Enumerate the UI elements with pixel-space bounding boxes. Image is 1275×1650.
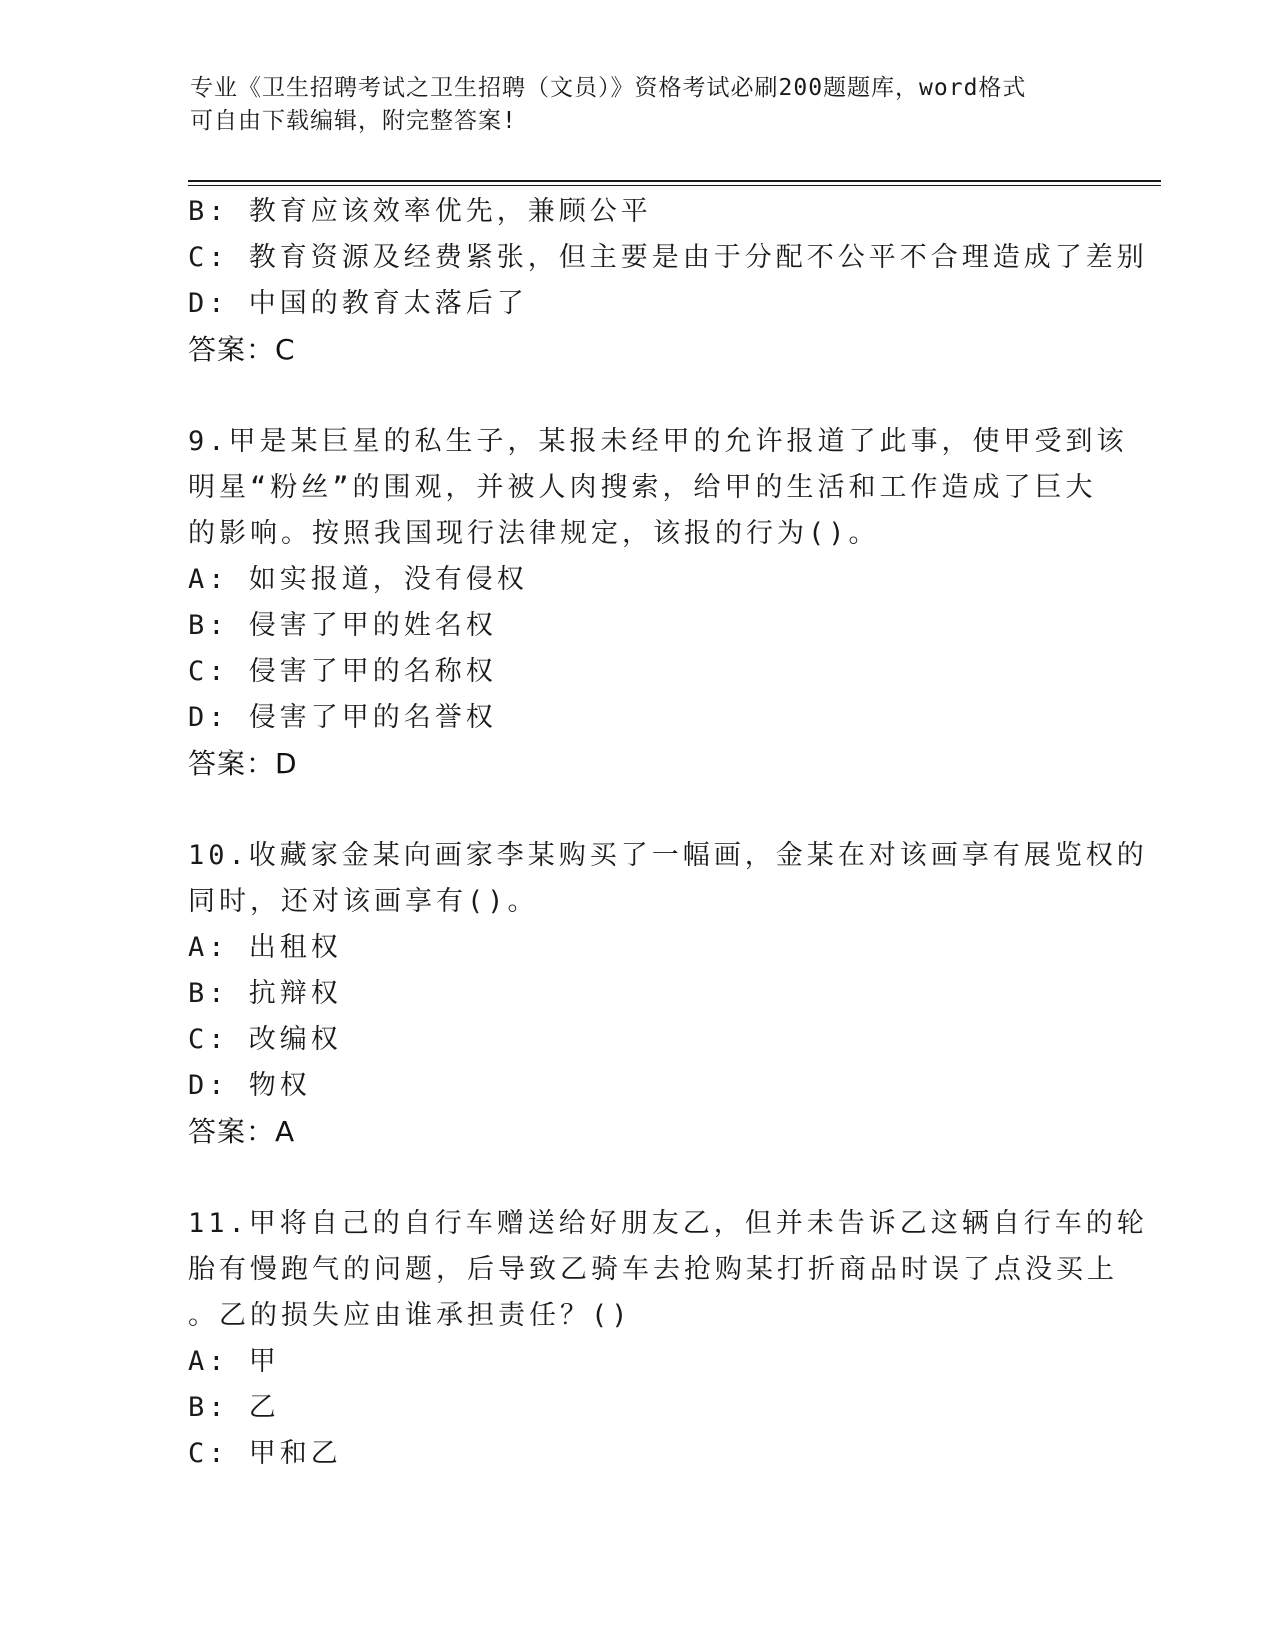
option-a: A: 出租权	[188, 932, 342, 963]
question-text-line: 9.甲是某巨星的私生子，某报未经甲的允许报道了此事，使甲受到该	[188, 426, 1128, 457]
option-b: B: 教育应该效率优先，兼顾公平	[188, 196, 652, 227]
question-text-line: 同时，还对该画享有()。	[188, 886, 539, 917]
header-rule-thick	[188, 180, 1161, 182]
option-a: A: 甲	[188, 1346, 280, 1377]
header-line-2: 可自由下载编辑，附完整答案!	[190, 108, 517, 134]
question-10	[188, 833, 1148, 1155]
option-c: C: 教育资源及经费紧张，但主要是由于分配不公平不合理造成了差别	[188, 242, 1148, 273]
answer-line: 答案：A	[188, 1115, 296, 1148]
question-11	[188, 1201, 1148, 1477]
option-d: D: 中国的教育太落后了	[188, 288, 528, 319]
continued-question	[188, 189, 1148, 373]
spacer	[188, 787, 1088, 833]
question-9	[188, 419, 1128, 787]
option-b: B: 乙	[188, 1392, 280, 1423]
question-text-line: 11.甲将自己的自行车赠送给好朋友乙，但并未告诉乙这辆自行车的轮	[188, 1208, 1148, 1239]
header-rule-thin	[188, 185, 1161, 186]
option-d: D: 物权	[188, 1070, 311, 1101]
question-text-line: 10.收藏家金某向画家李某购买了一幅画，金某在对该画享有展览权的	[188, 840, 1148, 871]
question-text-line: 。乙的损失应由谁承担责任？()	[188, 1300, 632, 1331]
option-c: C: 侵害了甲的名称权	[188, 656, 497, 687]
spacer	[188, 373, 1088, 419]
option-b: B: 抗辩权	[188, 978, 342, 1009]
option-d: D: 侵害了甲的名誉权	[188, 702, 497, 733]
option-c: C: 甲和乙	[188, 1438, 342, 1469]
question-text-line: 的影响。按照我国现行法律规定，该报的行为()。	[188, 518, 880, 549]
answer-line: 答案：C	[188, 333, 296, 366]
question-text-line: 胎有慢跑气的问题，后导致乙骑车去抢购某打折商品时误了点没买上	[188, 1254, 1118, 1285]
option-c: C: 改编权	[188, 1024, 342, 1055]
spacer	[188, 1155, 1088, 1201]
question-list	[188, 189, 1148, 1477]
question-text-line: 明星“粉丝”的围观，并被人肉搜索，给甲的生活和工作造成了巨大	[188, 472, 1097, 503]
answer-line: 答案：D	[188, 747, 298, 780]
header-line-1: 专业《卫生招聘考试之卫生招聘（文员）》资格考试必刷200题题库，word格式	[190, 75, 1027, 101]
page-header	[190, 72, 1070, 138]
option-a: A: 如实报道，没有侵权	[188, 564, 528, 595]
option-b: B: 侵害了甲的姓名权	[188, 610, 497, 641]
